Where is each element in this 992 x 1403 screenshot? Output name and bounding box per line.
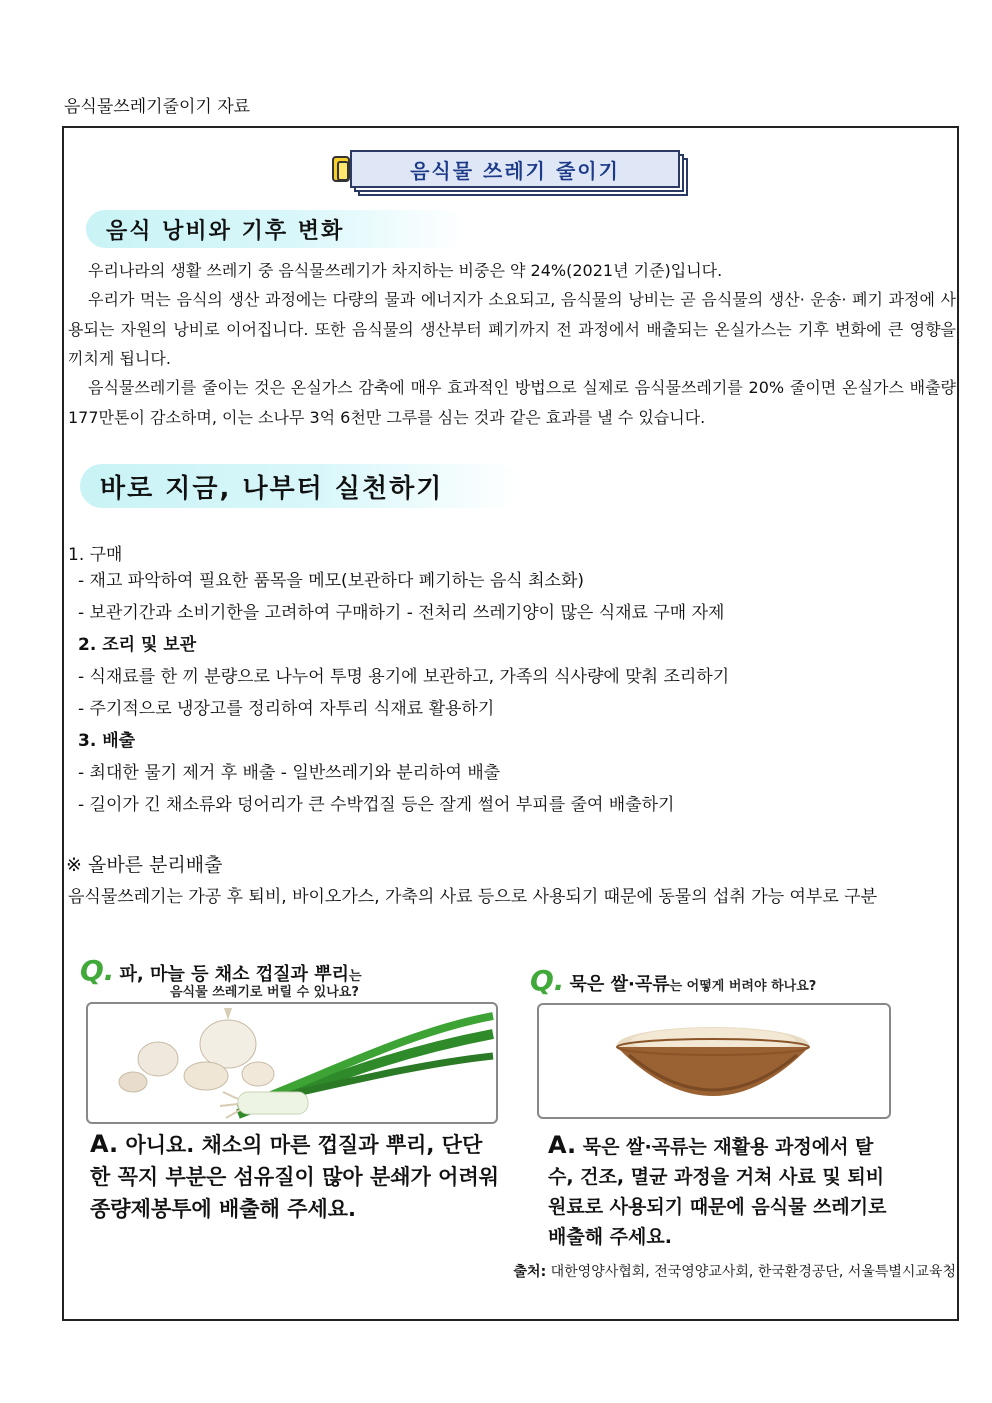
paragraph-share: 우리나라의 생활 쓰레기 중 음식물쓰레기가 차지하는 비중은 약 24%(2021년 기준)입니다.	[88, 261, 723, 280]
list-heading-cooking-storage: 2. 조리 및 보관	[78, 635, 197, 655]
a-mark: A.	[548, 1131, 577, 1159]
title-banner	[350, 150, 688, 196]
source-text: 대한영양사협회, 전국영양교사회, 한국환경공단, 서울특별시교육청	[550, 1264, 956, 1280]
qa-card-vegetable	[80, 954, 500, 1000]
a-text: 묵은 쌀·곡류는 재활용 과정에서 탈수, 건조, 멸균 과정을 거쳐 사료 및 퇴비 원료로 사용되기 때문에 음식물 쓰레기로 배출해 주세요.	[548, 1136, 887, 1248]
sorting-note: ※ 올바른 분리배출	[66, 854, 223, 876]
qa1-answer	[90, 1128, 500, 1225]
q-suffix: 는	[349, 969, 362, 984]
sorting-description: 음식물쓰레기는 가공 후 퇴비, 바이오가스, 가축의 사료 등으로 사용되기 때문에 동물의 섭취 가능 여부로 구분	[68, 887, 878, 907]
paragraph-resources: 우리가 먹는 음식의 생산 과정에는 다량의 물과 에너지가 소요되고, 음식물의 낭비는 곧 음식물의 생산· 운송· 폐기 과정에 사용되는 자원의 낭비로 이어집니다. 또한 음식물의 생산부터 폐기까지 전 과정에서 배출되는 온실가스는 기후 변화에 큰 영향을 끼치게 됩니다.	[68, 290, 956, 368]
banner-title: 음식물 쓰레기 줄이기	[350, 150, 680, 188]
section-heading-food-waste-climate: 음식 낭비와 기후 변화	[86, 210, 466, 248]
q-mark: Q.	[80, 954, 115, 987]
list-heading-disposal: 3. 배출	[78, 731, 136, 751]
q-main: 묵은 쌀·곡류	[569, 974, 670, 995]
section-heading-practice: 바로 지금, 나부터 실천하기	[80, 464, 520, 508]
q-mark: Q.	[530, 964, 565, 997]
a-text: 아니요. 채소의 마른 껍질과 뿌리, 단단한 꼭지 부분은 섬유질이 많아 분쇄가 어려워 종량제봉투에 배출해 주세요.	[90, 1133, 500, 1221]
rice-bowl-image	[537, 1003, 891, 1119]
paragraph-reduction: 음식물쓰레기를 줄이는 것은 온실가스 감축에 매우 효과적인 방법으로 실제로 음식물쓰레기를 20% 줄이면 온실가스 배출량 177만톤이 감소하며, 이는 소나무 3억 6천만 그루를 심는 것과 같은 효과를 낼 수 있습니다.	[68, 378, 956, 427]
list-item: - 재고 파악하여 필요한 품목을 메모(보관하다 폐기하는 음식 최소화)	[78, 571, 585, 591]
doc-label: 음식물쓰레기줄이기 자료	[64, 97, 251, 117]
qa2-answer	[548, 1130, 898, 1252]
q-main: 파, 마늘 등 채소 껍질과 뿌리	[119, 964, 349, 985]
list-item: - 보관기간과 소비기한을 고려하여 구매하기 - 전처리 쓰레기양이 많은 식재료 구매 자제	[78, 603, 725, 623]
a-mark: A.	[90, 1130, 119, 1158]
list-item: - 식재료를 한 끼 분량으로 나누어 투명 용기에 보관하고, 가족의 식사량에 맞춰 조리하기	[78, 667, 730, 687]
source-label: 출처:	[513, 1264, 547, 1280]
source-citation	[514, 1261, 956, 1281]
q-suffix: 는 어떻게 버려야 하나요?	[669, 979, 817, 994]
list-heading-purchase: 1. 구매	[68, 545, 123, 565]
clipboard-icon	[332, 156, 350, 182]
qa-card-grain	[530, 964, 900, 997]
garlic-green-onion-image	[86, 1002, 498, 1124]
list-item: - 최대한 물기 제거 후 배출 - 일반쓰레기와 분리하여 배출	[78, 763, 501, 783]
list-item: - 길이가 긴 채소류와 덩어리가 큰 수박껍질 등은 잘게 썰어 부피를 줄여 배출하기	[78, 795, 675, 815]
list-item: - 주기적으로 냉장고를 정리하여 자투리 식재료 활용하기	[78, 699, 495, 719]
q-line2: 음식물 쓰레기로 버릴 수 있나요?	[170, 985, 359, 1000]
